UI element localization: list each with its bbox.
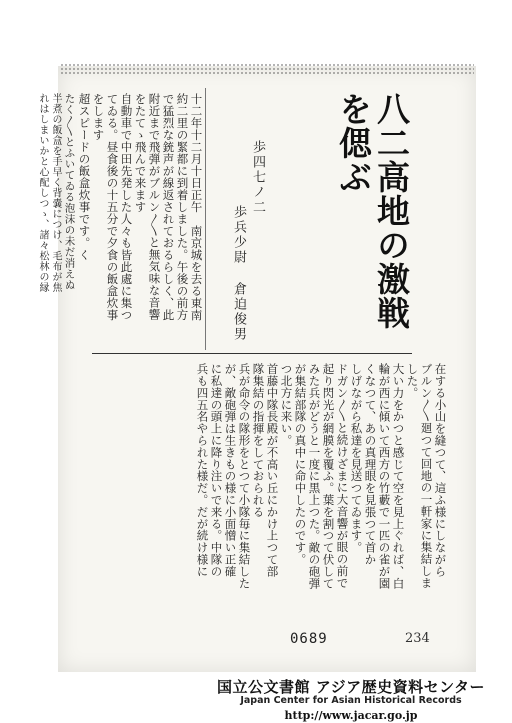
article-title: 八二高地の激戦を偲ぶ [334,92,411,330]
top-column: たく〳〵とふいてゐる泡沫の未だ消えぬ [63,93,76,291]
top-column: 超スピードの飯盒炊事です。く [77,93,92,261]
bottom-column: に私達の頭上に降り注いで来る。中隊の [209,363,224,578]
page-number: 234 [405,631,430,646]
bottom-column: みた兵がどうと一度に黒上つた。敵の砲弾 [307,363,322,590]
bottom-column: 首藤中隊長殿が不高い丘にかけ上つて部 [265,363,280,578]
bottom-column: つ北方に来い。 [279,363,294,447]
bottom-column: した。 [405,363,420,399]
top-column: 半煮の飯盒を手早く背嚢につけ、毛布が焦 [50,93,61,293]
bottom-column: ドガン〳〵と続けざまに大音響が眼の前で [335,363,350,589]
title-divider [205,88,206,350]
bottom-column: くなつて、あの真理眼を見張つて首か [363,363,378,566]
top-column: をします [91,93,106,141]
top-column: 約二里の緊都に到着しました。午後の前方 [175,93,190,321]
author-name: 歩兵少尉 倉迫俊男 [231,205,246,342]
top-column: で猛烈な銃声が線返されておるらしく、此 [161,93,176,321]
archive-name-english: Japan Center for Asian Historical Records [240,695,462,706]
bottom-column: が集結部隊の真中に命中したのです。 [293,363,308,566]
bottom-column: 大い力をかつと感じて空を見上ぐれば、白 [391,363,406,590]
top-column: 自動車で中田先発した人々も皆此處に集つ [119,93,134,321]
bottom-column: 輪が西に傾いて西方の竹藪で一匹の雀が園 [377,363,392,590]
bottom-column: 兵も四五名やられた様だ。だが続け様に [195,363,210,578]
top-column: をたてゝ飛んで来ます [133,93,148,213]
top-column: 十二年十二月十日正午 南京城を去る東南 [189,93,204,321]
bottom-column: 在する小山を縫つて、這ふ様にしながら [433,363,448,578]
archive-name-japanese: 国立公文書館 アジア歴史資料センター [216,678,486,696]
top-column: れはしまいかと心配しつゝ、諸々松林の縁 [37,93,48,293]
unit-label: 歩四七ノ二 [250,140,265,215]
bottom-column: 兵が命令の隊形をとつて小隊毎に集結した [237,363,252,590]
top-column: 附近まで飛弾がブルン〳〵と無気味な音響 [147,93,162,321]
page-top-border [60,63,474,75]
bottom-column: 隊集結の指揮をしておられる [251,363,266,518]
top-column: てゐる。昼食後の十五分で夕食の飯盒炊事 [105,93,120,321]
archive-url[interactable]: http://www.jacar.go.jp [284,709,418,722]
archive-footer [190,676,512,723]
bottom-column: 起り閃光が網膜を覆ふ。葉を割つて伏して [321,363,336,590]
section-divider [92,353,412,354]
bottom-column: が、敵砲弾は生きもの様に小面憎い正確 [223,363,238,578]
archive-page-number: 0689 [290,631,328,647]
bottom-column: しげながら私達を見送つてゐます。 [349,363,364,554]
bottom-column: ブルン〳〵廻つて回地の一軒家に集結しま [419,363,434,589]
